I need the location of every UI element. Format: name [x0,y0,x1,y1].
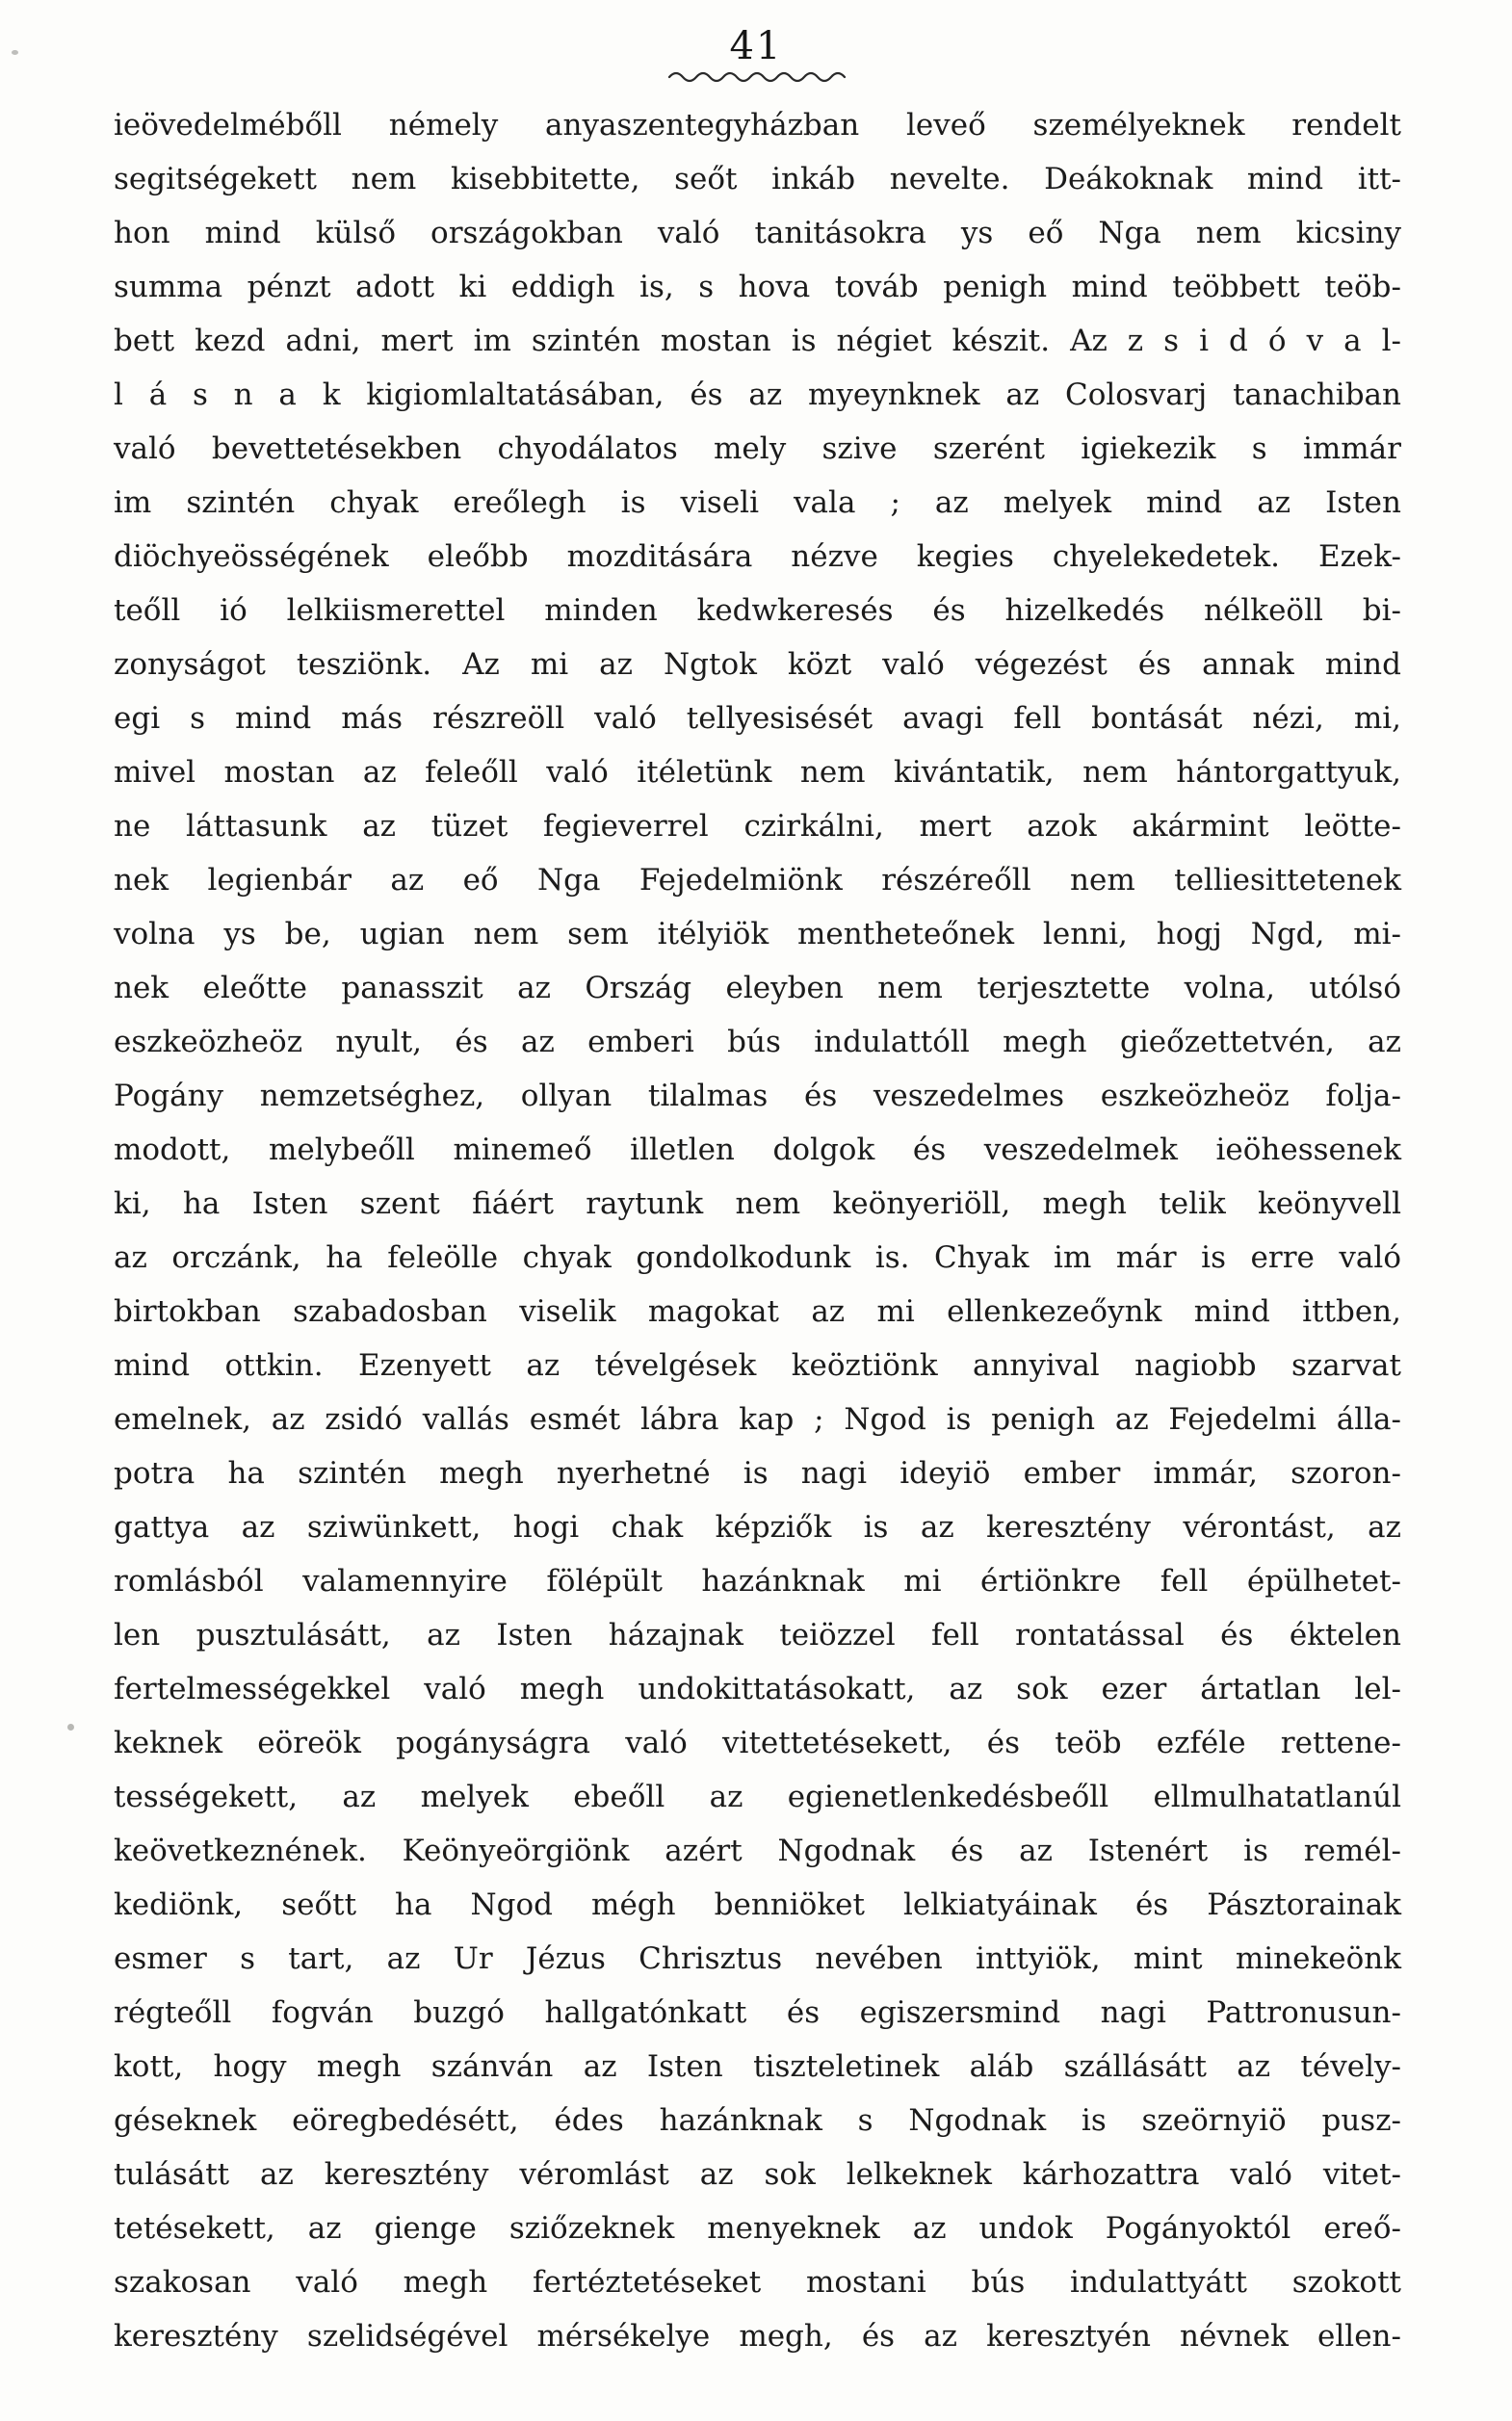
body-line: keresztény szelidségével mérsékelye megh, és az keresztyén névnek ellen- [114,2319,1401,2354]
body-line: zonyságot tesziönk. Az mi az Ngtok közt való végezést és annak mind [114,647,1401,682]
body-line: summa pénzt adott ki eddigh is, s hova továb penigh mind teöbbett teöb- [114,270,1401,304]
body-line: keövetkeznének. Keönyeörgiönk azért Ngodnak és az Istenért is remél- [114,1834,1401,1868]
body-line: nek eleőtte panasszit az Ország eleyben nem terjesztette volna, utólsó [114,971,1401,1005]
body-line: keknek eöreök pogányságra való vitettetésekett, és teöb ezféle rettene- [114,1726,1401,1760]
body-line: segitségekett nem kisebbitette, seőt inkáb nevelte. Deákoknak mind itt- [114,162,1401,196]
body-line: diöchyeösségének eleőbb mozditására nézve kegies chyelekedetek. Ezek- [114,539,1401,574]
body-line: im szintén chyak ereőlegh is viseli vala ; az melyek mind az Isten [114,485,1401,520]
body-line: potra ha szintén megh nyerhetné is nagi ideyiö ember immár, szoron- [114,1456,1401,1491]
body-line: szakosan való megh fertéztetéseket mostani bús indulattyátt szokott [114,2265,1401,2300]
body-line: emelnek, az zsidó vallás esmét lábra kap ; Ngod is penigh az Fejedelmi álla- [114,1402,1401,1437]
body-line: gattya az sziwünkett, hogi chak képziők is az keresztény vérontást, az [114,1510,1401,1545]
body-line: teőll ió lelkiismerettel minden kedwkeresés és hizelkedés nélkeöll bi- [114,593,1401,628]
body-line: egi s mind más részreöll való tellyesisését avagi fell bontását nézi, mi, [114,701,1401,736]
body-text [0,85,1512,2363]
body-line: romlásból valamennyire fölépült hazánknak mi értiönkre fell épülhetet- [114,1564,1401,1599]
body-line: eszkeözheöz nyult, és az emberi bús indulattóll megh gieőzettetvén, az [114,1025,1401,1059]
page-number: 41 [729,24,783,68]
body-line: bett kezd adni, mert im szintén mostan is négiet készit. Az z s i d ó v a l- [114,324,1401,358]
body-line: hon mind külső országokban való tanitásokra ys eő Nga nem kicsiny [114,216,1401,250]
body-line: kediönk, seőtt ha Ngod mégh benniöket lelkiatyáinak és Pásztorainak [114,1887,1401,1922]
body-line: ne láttasunk az tüzet fegieverrel czirkálni, mert azok akármint leötte- [114,809,1401,844]
page-header [0,0,1512,85]
body-line: régteőll fogván buzgó hallgatónkatt és egiszersmind nagi Pattronusun- [114,1995,1401,2030]
scan-artifact [67,1724,74,1731]
body-line: birtokban szabadosban viselik magokat az mi ellenkezeőynk mind ittben, [114,1294,1401,1329]
body-line: l á s n a k kigiomlaltatásában, és az myeynknek az Colosvarj tanachiban [114,377,1401,412]
scan-artifact [12,50,18,55]
body-line: esmer s tart, az Ur Jézus Chrisztus nevében inttyiök, mint minekeönk [114,1941,1401,1976]
body-line: mind ottkin. Ezenyett az tévelgések keöztiönk annyival nagiobb szarvat [114,1348,1401,1383]
body-line: géseknek eöregbedésétt, édes hazánknak s Ngodnak is szeörnyiö pusz- [114,2103,1401,2138]
body-line: ieövedelmébőll némely anyaszentegyházban leveő személyeknek rendelt [114,108,1401,143]
body-line: len pusztulásátt, az Isten házajnak teiözzel fell rontatással és éktelen [114,1618,1401,1653]
body-line: tességekett, az melyek ebeőll az egienetlenkedésbeőll ellmulhatatlanúl [114,1780,1401,1814]
body-line: volna ys be, ugian nem sem itélyiök mentheteőnek lenni, hogj Ngd, mi- [114,917,1401,951]
body-line: ki, ha Isten szent fiáért raytunk nem keönyeriöll, megh telik keönyvell [114,1186,1401,1221]
body-line: kott, hogy megh szánván az Isten tiszteletinek aláb szállásátt az tévely- [114,2049,1401,2084]
body-line: tulásátt az keresztény véromlást az sok lelkeknek kárhozattra való vitet- [114,2157,1401,2192]
body-line: mivel mostan az feleőll való itéletünk nem kivántatik, nem hántorgattyuk, [114,755,1401,790]
body-line: fertelmességekkel való megh undokittatásokatt, az sok ezer ártatlan lel- [114,1672,1401,1706]
body-line: modott, melybeőll minemeő illetlen dolgok és veszedelmek ieöhessenek [114,1132,1401,1167]
page-number-underline-squiggle [665,67,847,85]
body-line: az orczánk, ha feleölle chyak gondolkodunk is. Chyak im már is erre való [114,1240,1401,1275]
body-line: tetésekett, az gienge sziőzeknek menyeknek az undok Pogányoktól ereő- [114,2211,1401,2246]
body-line: Pogány nemzetséghez, ollyan tilalmas és veszedelmes eszkeözheöz folja- [114,1079,1401,1113]
body-line: való bevettetésekben chyodálatos mely szive szerént igiekezik s immár [114,431,1401,466]
body-line: nek legienbár az eő Nga Fejedelmiönk részéreőll nem telliesittetenek [114,863,1401,898]
